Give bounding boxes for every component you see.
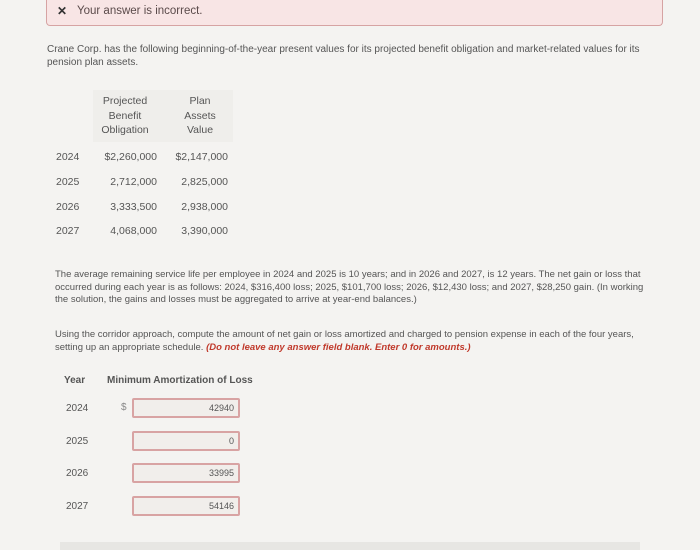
pv-pbo: 3,333,500 (110, 201, 157, 213)
problem-details: The average remaining service life per employee in 2024 and 2025 is 10 years; and in 2026 and 2027, is 12 years. The net gain or loss that occurred during each year is as follows: 2024, $316,400 loss; 2025, $101,700 loss; 2026, $12,430 loss; and 2027, $28,250 gain. (In working the solution, the gains and losses must be aggregated to arrive at year-end balances.) (55, 269, 644, 305)
pv-year: 2027 (56, 225, 80, 237)
pbo-header-line: Projected (102, 95, 148, 107)
pbo-header-line: Benefit (108, 109, 142, 122)
amortization-input-2024[interactable] (132, 398, 240, 418)
problem-intro: Crane Corp. has the following beginning-of-the-year present values for its projected benefit obligation and market-related values for its pension plan assets. (47, 44, 640, 68)
instruction-note: (Do not leave any answer field blank. Enter 0 for amounts.) (206, 341, 471, 353)
pv-year: 2024 (56, 151, 80, 163)
error-message: Your answer is incorrect. (77, 5, 203, 17)
schedule-year: 2027 (66, 501, 89, 512)
close-icon: ✕ (57, 4, 68, 18)
amortization-column-header: Minimum Amortization of Loss (107, 375, 253, 386)
pv-assets: 2,938,000 (181, 201, 228, 213)
amortization-input-2027[interactable] (132, 496, 240, 516)
pv-year: 2026 (56, 201, 80, 213)
schedule-year: 2025 (66, 436, 89, 447)
currency-symbol: $ (121, 402, 127, 413)
error-banner (46, 0, 663, 26)
instruction-text: Using the corridor approach, compute the amount of net gain or loss amortized and charged to pension expense in each of the four years, setting up an appropriate schedule. (55, 329, 634, 353)
assets-header (169, 94, 231, 138)
pv-pbo: $2,260,000 (104, 151, 157, 163)
assets-header-line: Value (186, 124, 214, 136)
pv-assets: 2,825,000 (181, 176, 228, 188)
instruction (55, 329, 655, 354)
schedule-year: 2024 (66, 403, 89, 414)
pv-assets: 3,390,000 (181, 225, 228, 237)
amortization-input-2025[interactable] (132, 431, 240, 451)
pv-assets: $2,147,000 (175, 151, 228, 163)
content-bottom-edge (60, 542, 640, 550)
amortization-input-2026[interactable] (132, 463, 240, 483)
assets-header-line: Plan (189, 95, 211, 107)
pv-pbo: 2,712,000 (110, 176, 157, 188)
assets-header-line: Assets (184, 109, 216, 122)
pbo-header (93, 94, 157, 138)
schedule-year: 2026 (66, 468, 89, 479)
pbo-header-line: Obligation (101, 124, 149, 136)
pv-year: 2025 (56, 176, 80, 188)
year-column-header: Year (64, 375, 86, 386)
pv-pbo: 4,068,000 (110, 225, 157, 237)
